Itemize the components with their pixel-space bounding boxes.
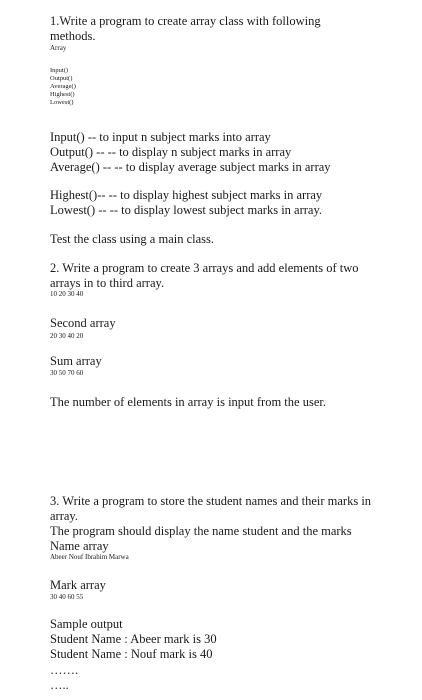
q1-desc-lowest: Lowest() -- -- to display lowest subject marks in array. <box>50 203 323 217</box>
q3-mark-array-values: 30 40 60 55 <box>50 593 84 601</box>
q3-name-array-label: Name array <box>50 539 109 553</box>
q2-heading-line2: arrays in to third array. <box>50 276 165 290</box>
q1-desc-input: Input() -- to input n subject marks into array <box>50 130 271 144</box>
q3-ellipsis: ….. <box>50 678 69 692</box>
q1-heading-line2: methods. <box>50 29 96 43</box>
q2-heading-line1: 2. Write a program to create 3 arrays and add elements of two <box>50 261 359 275</box>
q3-heading-line2: array. <box>50 509 78 523</box>
q1-uml-method: Lowest() <box>50 99 74 106</box>
q1-desc-highest: Highest()-- -- to display highest subject marks in array <box>50 188 323 202</box>
q1-desc-output: Output() -- -- to display n subject marks in array <box>50 145 292 159</box>
q1-uml-method: Output() <box>50 75 73 82</box>
q3-heading-line1: 3. Write a program to store the student names and their marks in <box>50 494 372 508</box>
q2-second-array-values: 20 30 40 20 <box>50 332 84 340</box>
q3-sample-output-label: Sample output <box>50 617 123 631</box>
q2-sum-array-values: 30 50 70 60 <box>50 369 84 377</box>
q3-sample-line: Student Name : Nouf mark is 40 <box>50 647 213 661</box>
q2-sum-array-label: Sum array <box>50 354 102 368</box>
q3-name-array-values: Abeer Nouf Ibrahim Marwa <box>50 553 129 561</box>
q2-first-array-values: 10 20 30 40 <box>50 290 84 298</box>
q1-uml-method: Highest() <box>50 91 75 98</box>
q1-desc-average: Average() -- -- to display average subject marks in array <box>50 160 331 174</box>
q3-ellipsis: ……. <box>50 663 79 677</box>
q1-test-line: Test the class using a main class. <box>50 232 215 246</box>
q2-second-array-label: Second array <box>50 316 116 330</box>
q3-mark-array-label: Mark array <box>50 578 106 592</box>
q1-heading-line1: 1.Write a program to create array class with following <box>50 14 321 28</box>
q1-class-name: Array <box>50 44 67 52</box>
q1-uml-method: Average() <box>50 83 76 90</box>
q3-sample-line: Student Name : Abeer mark is 30 <box>50 632 217 646</box>
q1-uml-method: Input() <box>50 67 69 74</box>
q3-line3: The program should display the name student and the marks <box>50 524 352 538</box>
q2-note: The number of elements in array is input from the user. <box>50 395 326 409</box>
